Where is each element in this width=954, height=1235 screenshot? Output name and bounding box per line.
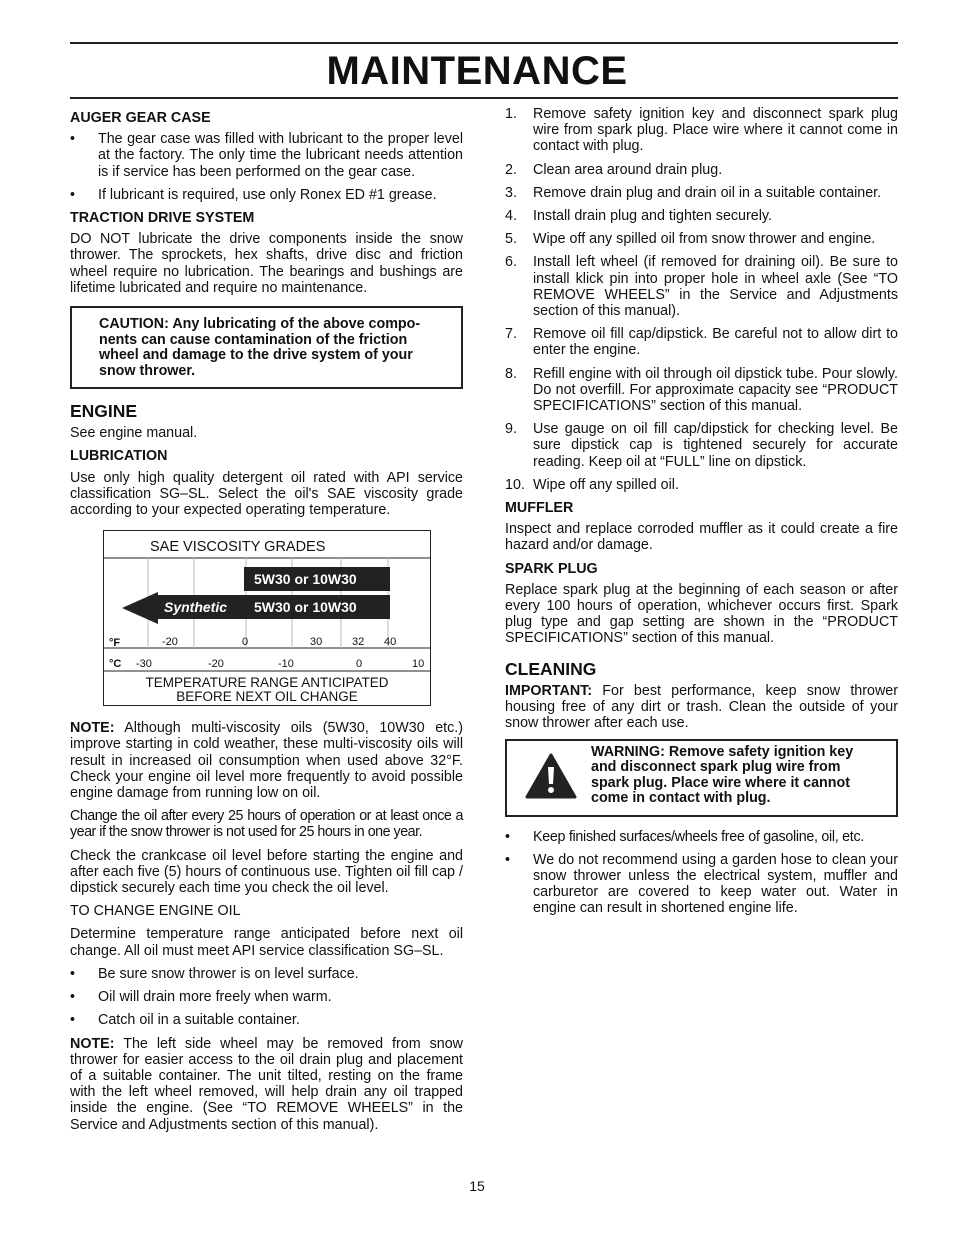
step-number: 1. <box>505 106 517 122</box>
traction-text: DO NOT lubricate the drive components inside the snow thrower. The sprockets, hex shafts, drive disc and friction wheel require no lubrication. The bearings and bushings are lifetime lubricated and require no maintenance. <box>70 231 463 296</box>
step-number: 8. <box>505 365 517 382</box>
to-change-heading: TO CHANGE ENGINE OIL <box>70 903 241 920</box>
list-item: • We do not recommend using a garden hose to clean your snow thrower unless the electrical system, muffler and carburetor are covered to keep water out. Water in engine can result in shortened engine life. <box>505 852 898 917</box>
step-number: 10. <box>505 476 525 493</box>
step-number: 9. <box>505 421 517 438</box>
left-column <box>70 106 463 1140</box>
important-text <box>505 683 898 732</box>
page-title: MAINTENANCE <box>326 49 628 93</box>
muffler-heading: MUFFLER <box>505 500 574 517</box>
sae-footer-line1: TEMPERATURE RANGE ANTICIPATED <box>145 675 389 691</box>
step-number: 2. <box>505 161 517 178</box>
list-item <box>505 162 898 178</box>
step-number: 5. <box>505 231 517 248</box>
step-text: Clean area around drain plug. <box>533 161 723 178</box>
grade-row1: 5W30 or 10W30 <box>254 571 357 588</box>
page-number: 15 <box>469 1178 485 1194</box>
note-text: Although multi-viscosity oils (5W30, 10W30 etc.) improve starting in cold weather, these multi-viscosity oils will result in increased oil consumption when used above 32°F. Check your engine oil level more frequently to avoid possible engine damage from running low on oil. <box>70 720 463 802</box>
c-tick: -30 <box>136 658 152 671</box>
cleaning-list <box>505 829 898 917</box>
note-wheel <box>70 1036 463 1133</box>
right-column <box>505 106 898 924</box>
list-item: • Keep finished surfaces/wheels free of gasoline, oil, etc. <box>505 829 898 845</box>
f-tick: 32 <box>352 636 365 649</box>
list-item <box>505 477 898 493</box>
important-label: IMPORTANT: <box>505 682 593 699</box>
important-body: For best performance, keep snow thrower housing free of any dirt or trash. Clean the outside of your snow thrower after each use. <box>505 682 898 732</box>
note-label: NOTE: <box>70 720 115 737</box>
list-item <box>505 254 898 319</box>
c-tick: -20 <box>208 658 224 671</box>
step-text: Install left wheel (if removed for draining oil). Be sure to install klick pin into proper hole in wheel axle (See “TO REMOVE WHEELS” in the Service and Adjustments section of this manual). <box>533 254 898 320</box>
muffler-text: Inspect and replace corroded muffler as it could create a fire hazard and/or damage. <box>505 521 898 554</box>
list-item: • Be sure snow thrower is on level surface. <box>70 966 463 982</box>
list-item: • Catch oil in a suitable container. <box>70 1012 463 1028</box>
fahrenheit-label: °F <box>109 637 121 650</box>
sae-title: SAE VISCOSITY GRADES <box>150 539 326 556</box>
note-text: The left side wheel may be removed from snow thrower for easier access to the oil drain plug and placement of a suitable container. The unit tilted, resting on the frame with the left wheel removed, will help drain any oil trapped inside the engine. (See “TO REMOVE WHEELS” in the Service and Adjustments section of this manual). <box>70 1035 463 1133</box>
list-item: • The gear case was filled with lubricant to the proper level at the factory. The only time the lubricant needs attention is if service has been performed on the gear case. <box>70 131 463 180</box>
step-text: Remove drain plug and drain oil in a suitable container. <box>533 184 882 201</box>
determine-text: Determine temperature range anticipated before next oil change. All oil must meet API service classification SG–SL. <box>70 926 463 959</box>
step-text: Install drain plug and tighten securely. <box>533 208 772 225</box>
list-item: • If lubricant is required, use only Ronex ED #1 grease. <box>70 187 463 203</box>
spark-plug-heading: SPARK PLUG <box>505 560 598 577</box>
step-number: 6. <box>505 254 517 271</box>
auger-list <box>70 131 463 203</box>
step-text: Refill engine with oil through oil dipstick tube. Pour slowly. Do not overfill. For approximate capacity see “PRODUCT SPECIFICATIONS” section of this manual. <box>533 365 898 415</box>
f-tick: 30 <box>310 636 323 649</box>
note-label: NOTE: <box>70 1035 115 1052</box>
step-text: Wipe off any spilled oil from snow thrower and engine. <box>533 231 876 248</box>
spark-plug-text: Replace spark plug at the beginning of each season or after every 100 hours of operation, whichever occurs first. Spark plug type and gap setting are shown in the “PRODUCT SPECIFICATIONS” section of this manual. <box>505 581 898 647</box>
top-rule <box>70 42 898 44</box>
oil-change-steps <box>505 106 898 493</box>
step-number: 4. <box>505 208 517 225</box>
grade-row2: 5W30 or 10W30 <box>254 599 357 616</box>
step-number: 7. <box>505 326 517 343</box>
list-item <box>505 106 898 155</box>
step-text: Remove oil fill cap/dipstick. Be careful not to allow dirt to enter the engine. <box>533 326 898 359</box>
caution-box: CAUTION: Any lubricating of the above components can cause contamination of the friction wheel and damage to the drive system of your snow thrower. <box>70 306 463 389</box>
traction-heading: TRACTION DRIVE SYSTEM <box>70 210 255 227</box>
cleaning-heading: CLEANING <box>505 658 597 679</box>
list-item: • Oil will drain more freely when warm. <box>70 989 463 1005</box>
step-text: Remove safety ignition key and disconnect spark plug wire from spark plug. Place wire where it cannot come in contact with plug. <box>533 106 898 155</box>
list-item <box>505 208 898 224</box>
warning-icon <box>521 745 581 807</box>
step-text: Wipe off any spilled oil. <box>533 476 679 493</box>
check-oil-text: Check the crankcase oil level before starting the engine and after each five (5) hours of continuous use. Tighten oil fill cap / dipstick securely each time you check the oil level. <box>70 847 463 897</box>
c-tick: -10 <box>278 658 294 671</box>
c-tick: 0 <box>356 658 363 671</box>
note-viscosity <box>70 720 463 801</box>
list-item <box>505 421 898 470</box>
auger-heading: AUGER GEAR CASE <box>70 110 211 126</box>
step-text: Use gauge on oil fill cap/dipstick for checking level. Be sure dipstick cap is tightened securely for accurate reading. Keep oil at “FULL” line on dipstick. <box>533 421 898 470</box>
engine-heading: ENGINE <box>70 401 138 422</box>
list-item <box>505 366 898 415</box>
warning-text: WARNING: Remove safety ignition key and disconnect spark plug wire from spark plug. Place wire where it cannot come in contact with plug. <box>591 743 854 806</box>
step-number: 3. <box>505 184 517 201</box>
sae-footer-line2: BEFORE NEXT OIL CHANGE <box>176 689 358 705</box>
list-item <box>505 326 898 358</box>
oil-list <box>70 966 463 1029</box>
sae-chart-graphic <box>104 531 430 705</box>
title-rule <box>70 97 898 99</box>
lubrication-heading: LUBRICATION <box>70 448 168 465</box>
sae-viscosity-chart <box>103 530 431 706</box>
engine-text: See engine manual. <box>70 425 198 442</box>
c-tick: 10 <box>412 658 425 671</box>
f-tick: 0 <box>242 636 249 649</box>
change-oil-text: Change the oil after every 25 hours of operation or at least once a year if the snow thrower is not used for 25 hours in one year. <box>70 808 463 841</box>
list-item <box>505 231 898 247</box>
f-tick: 40 <box>384 636 397 649</box>
synthetic-label: Synthetic <box>164 599 228 616</box>
warning-box <box>505 739 898 817</box>
celsius-label: °C <box>109 658 122 671</box>
list-item <box>505 185 898 201</box>
f-tick: -20 <box>162 636 178 649</box>
lubrication-text: Use only high quality detergent oil rated with API service classification SG–SL. Select the oil's SAE viscosity grade according to your expected operating temperature. <box>70 469 463 519</box>
